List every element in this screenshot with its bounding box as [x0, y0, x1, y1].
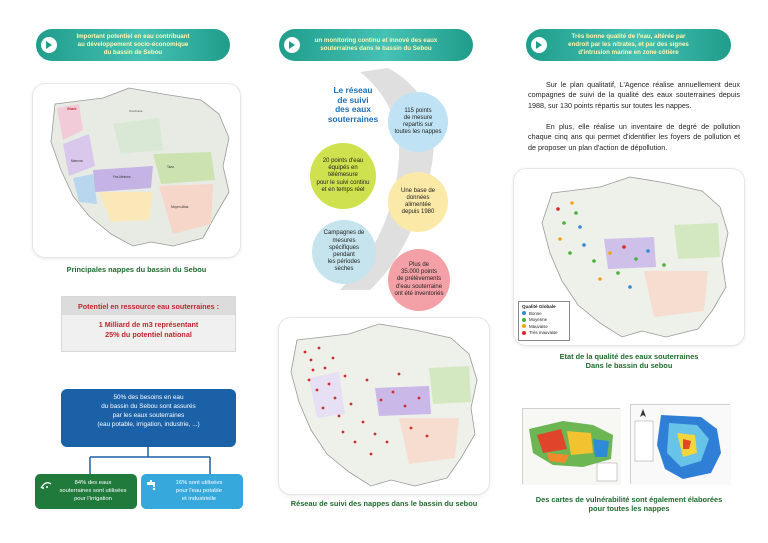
potable-line: pour l'eau potable [176, 487, 222, 494]
irrigation-line: pour l'irrigation [74, 495, 112, 502]
svg-text:Mamora: Mamora [71, 159, 83, 163]
circle-line: mesures spécifiques [328, 237, 360, 251]
irrigation-box [35, 474, 137, 509]
circle-line: télémesure [328, 172, 358, 179]
play-icon [531, 37, 547, 53]
aquifers-map-graphic [33, 84, 240, 257]
circle-line: d'eau souterraine [395, 283, 443, 290]
circle-line: 35.000 points [400, 269, 438, 276]
col1-banner [36, 29, 230, 61]
legend-item [522, 330, 566, 335]
col3-banner [526, 29, 731, 61]
irrigation-line: 84% des eaux [74, 480, 112, 486]
monitoring-map-caption: Réseau de suivi des nappes dans le bassin du sebou [290, 499, 478, 508]
caption-line: pour toutes les nappes [588, 504, 670, 514]
circle-line: équipés en [328, 165, 358, 172]
monitoring-network-map [279, 318, 489, 494]
circle-line: de prélèvements [396, 276, 442, 283]
monitoring-map-graphic [279, 318, 489, 494]
circle-35000-points [388, 249, 450, 311]
play-icon [284, 37, 300, 53]
legend-swatch [522, 331, 526, 335]
circle-line: 115 points [404, 107, 432, 114]
legend-label: Très mauvaise [529, 330, 558, 335]
banner-line: Important potentiel en eau contribuant [76, 33, 190, 41]
network-title-line: des eaux [335, 104, 371, 115]
vulnerability-map-1 [522, 408, 620, 484]
circle-line: données [406, 194, 430, 201]
banner-line: au développement socio-économique [77, 41, 189, 49]
tap-icon [146, 479, 158, 491]
potential-box [61, 296, 236, 352]
aquifers-map-caption: Principales nappes du bassin du Sebou [66, 265, 207, 274]
svg-text:Moyen Atlas: Moyen Atlas [171, 205, 189, 209]
legend-label: Mauvaise [529, 323, 548, 329]
svg-text:Ouazzane: Ouazzane [129, 109, 143, 113]
circle-line: alimentée [404, 202, 431, 208]
caption-line: Dans le bassin du sebou [585, 361, 673, 371]
potential-line1: 1 Milliard de m3 représentant [98, 320, 199, 329]
needs-line: (eau potable, irrigation, industrie, ...) [97, 420, 200, 428]
banner-line: endroit par les nitrates, et par des signes [568, 41, 689, 49]
quality-map-caption [514, 352, 744, 371]
legend-item [522, 324, 566, 329]
vulnerability-map-2-graphic [631, 405, 731, 485]
play-icon [41, 37, 57, 53]
circle-campaigns [312, 220, 376, 284]
circle-line: Plus de [408, 262, 429, 269]
vulnerability-map-1-graphic [523, 409, 621, 485]
needs-line: 50% des besoins en eau [113, 394, 184, 401]
aquifers-map [33, 84, 240, 257]
circle-line: Campagnes de [323, 230, 365, 237]
circle-line: Une base de [400, 187, 436, 194]
banner-line: d'intrusion marine en zone côtière [578, 48, 679, 56]
potable-line: 16% sont utilisées [175, 480, 223, 486]
circle-line: depuis 1980 [401, 209, 435, 216]
circle-line: 20 points d'eau [322, 158, 364, 165]
svg-text:Taza: Taza [167, 165, 174, 169]
needs-connector [60, 447, 240, 474]
potable-line: et industrielle [181, 495, 217, 502]
legend-title: Qualité Globale [522, 304, 556, 309]
legend-label: Bonne [529, 310, 542, 316]
quality-legend [518, 301, 570, 341]
circle-line: les périodes sèches [327, 259, 361, 273]
banner-line: Très bonne qualité de l'eau, altérée par [571, 33, 686, 41]
legend-item [522, 311, 566, 316]
circle-line: pour le suivi continu [316, 179, 370, 186]
legend-items [522, 311, 566, 336]
legend-swatch [522, 324, 526, 328]
legend-swatch [522, 318, 526, 322]
potable-box [141, 474, 243, 509]
svg-text:Gharb: Gharb [67, 107, 77, 111]
network-title-line: souterraines [327, 113, 379, 124]
legend-label: Moyenne [529, 317, 548, 322]
circle-line: pendant [333, 252, 355, 258]
quality-paragraph-1: Sur le plan qualitatif, L'Agence réalise annuellement deux compagnes de suivi de la qualité des eaux souterraines depuis 1988, sur 130 points répartis sur toutes les nappes. [528, 80, 740, 110]
circle-line: repartis sur [402, 122, 433, 128]
vulnerability-caption [514, 495, 744, 514]
circle-line: ont été inventoriés [394, 290, 444, 297]
potential-heading: Potentiel en ressource eau souterraines : [62, 297, 235, 315]
needs-line: par les eaux souterraines [112, 411, 185, 419]
irrigation-icon [40, 480, 52, 490]
caption-line: Etat de la qualité des eaux souterraines [559, 352, 699, 361]
vulnerability-map-2 [630, 404, 730, 484]
network-title-line: Le réseau [333, 85, 373, 95]
network-title-line: de suivi [337, 94, 369, 105]
needs-line: du bassin du Sebou sont assurés [101, 402, 196, 410]
circle-115-points [388, 92, 448, 152]
irrigation-line: souterraines sont utilisées [59, 487, 127, 494]
legend-item [522, 317, 566, 322]
circle-line: et en temps réel [321, 186, 365, 193]
needs-box [61, 389, 236, 447]
circle-database [388, 172, 448, 232]
quality-map [514, 169, 744, 345]
legend-swatch [522, 311, 526, 315]
network-title [318, 86, 388, 125]
banner-line: souterraines dans le bassin du Sebou [320, 45, 432, 52]
circle-20-points [310, 143, 376, 209]
circle-line: de mesure [403, 114, 433, 121]
banner-line: du bassin de Sebou [103, 48, 163, 56]
potential-line2: 25% du potentiel national [105, 330, 192, 340]
circle-line: toutes les nappes [394, 129, 442, 136]
caption-line: Des cartes de vulnérabilité sont également élaborées [535, 495, 723, 504]
col2-banner [279, 29, 473, 61]
svg-text:Fès-Meknès: Fès-Meknès [113, 175, 131, 179]
banner-line: un monitoring continu et innové des eaux [314, 37, 438, 45]
quality-paragraph-2: En plus, elle réalise un inventaire de degré de pollution chaque cinq ans qui permet d'identifier les foyers de pollution et de proposer un plan d'action de dépollution. [528, 122, 740, 152]
